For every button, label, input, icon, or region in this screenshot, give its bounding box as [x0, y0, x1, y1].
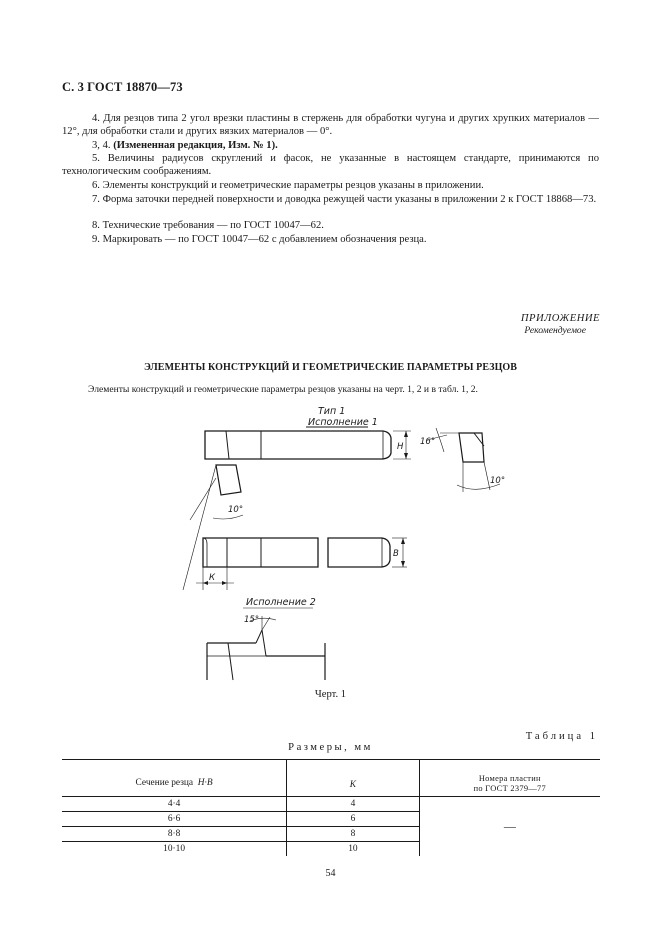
cell-k: 4	[287, 797, 419, 812]
tool-side-view	[196, 538, 407, 590]
col-plates-header: Номера пластин по ГОСТ 2379—77	[419, 760, 600, 797]
section-title: ЭЛЕМЕНТЫ КОНСТРУКЦИЙ И ГЕОМЕТРИЧЕСКИЕ ПАРАМЕТРЫ РЕЗЦОВ	[144, 362, 517, 373]
table-label: Таблица 1	[525, 731, 598, 742]
cell-k: 6	[287, 812, 419, 827]
cell-section: 10·10	[163, 844, 186, 854]
cell-section: 4·4	[62, 797, 287, 812]
angle-16-label: 16°	[420, 437, 436, 447]
paragraph-1: 4. Для резцов типа 2 угол врезки пластины в стержень для обработки чугуна и других хрупких материалов — 12°, для обработки стали и других вязких материалов — 0°.	[62, 113, 599, 138]
appendix-subtitle: Рекомендуемое	[524, 325, 586, 336]
variant2-side-view	[207, 615, 325, 680]
tip-detail	[420, 428, 505, 492]
cell-section: 8·8	[62, 827, 287, 842]
col-section-header: Сечение резца Н·В	[62, 760, 287, 797]
paragraph-3: 5. Величины радиусов скруглений и фасок, не указанные в настоящем стандарте, принимаются по технологическим соображениям.	[62, 153, 599, 178]
sizes-label: Размеры, мм	[288, 742, 373, 753]
table-row	[62, 797, 600, 812]
paragraph-7: 9. Маркировать — по ГОСТ 10047—62 с добавлением обозначения резца.	[92, 234, 427, 245]
tool-top-view	[205, 431, 411, 459]
intro-text: Элементы конструкций и геометрические параметры резцов указаны на черт. 1, 2 и в табл. 1, 2.	[88, 384, 478, 395]
cell-section: 6·6	[62, 812, 287, 827]
cell-k: 10	[287, 842, 419, 857]
angle-10a-label: 10°	[228, 505, 244, 515]
paragraph-4: 6. Элементы конструкций и геометрические параметры резцов указаны в приложении.	[92, 180, 484, 191]
col-k-header: К	[287, 760, 419, 797]
angle-10b-label: 10°	[490, 476, 506, 486]
page-number: 54	[325, 868, 336, 879]
insert-plate	[183, 465, 243, 590]
appendix-title: ПРИЛОЖЕНИЕ	[520, 313, 600, 324]
drawing-caption: Черт. 1	[314, 689, 347, 700]
dimensions-table	[62, 759, 600, 856]
dim-k-label: К	[209, 573, 216, 583]
paragraph-5: 7. Форма заточки передней поверхности и доводка режущей части указаны в приложении 2 к ГОСТ 18868—73.	[92, 194, 597, 205]
paragraph-2: 3, 4. (Измененная редакция, Изм. № 1).	[92, 140, 278, 151]
variant1-label: Исполнение 1	[308, 417, 378, 428]
page-header: С. 3 ГОСТ 18870—73	[62, 80, 183, 94]
angle-15-label: 15°	[244, 615, 260, 625]
paragraph-6: 8. Технические требования — по ГОСТ 10047—62.	[92, 220, 324, 231]
variant2-label: Исполнение 2	[246, 597, 316, 608]
dim-b-label: В	[393, 549, 399, 559]
type-label: Тип 1	[318, 406, 346, 417]
cell-plates: —	[419, 797, 600, 857]
dim-h-label: Н	[397, 442, 404, 452]
cell-k: 8	[287, 827, 419, 842]
